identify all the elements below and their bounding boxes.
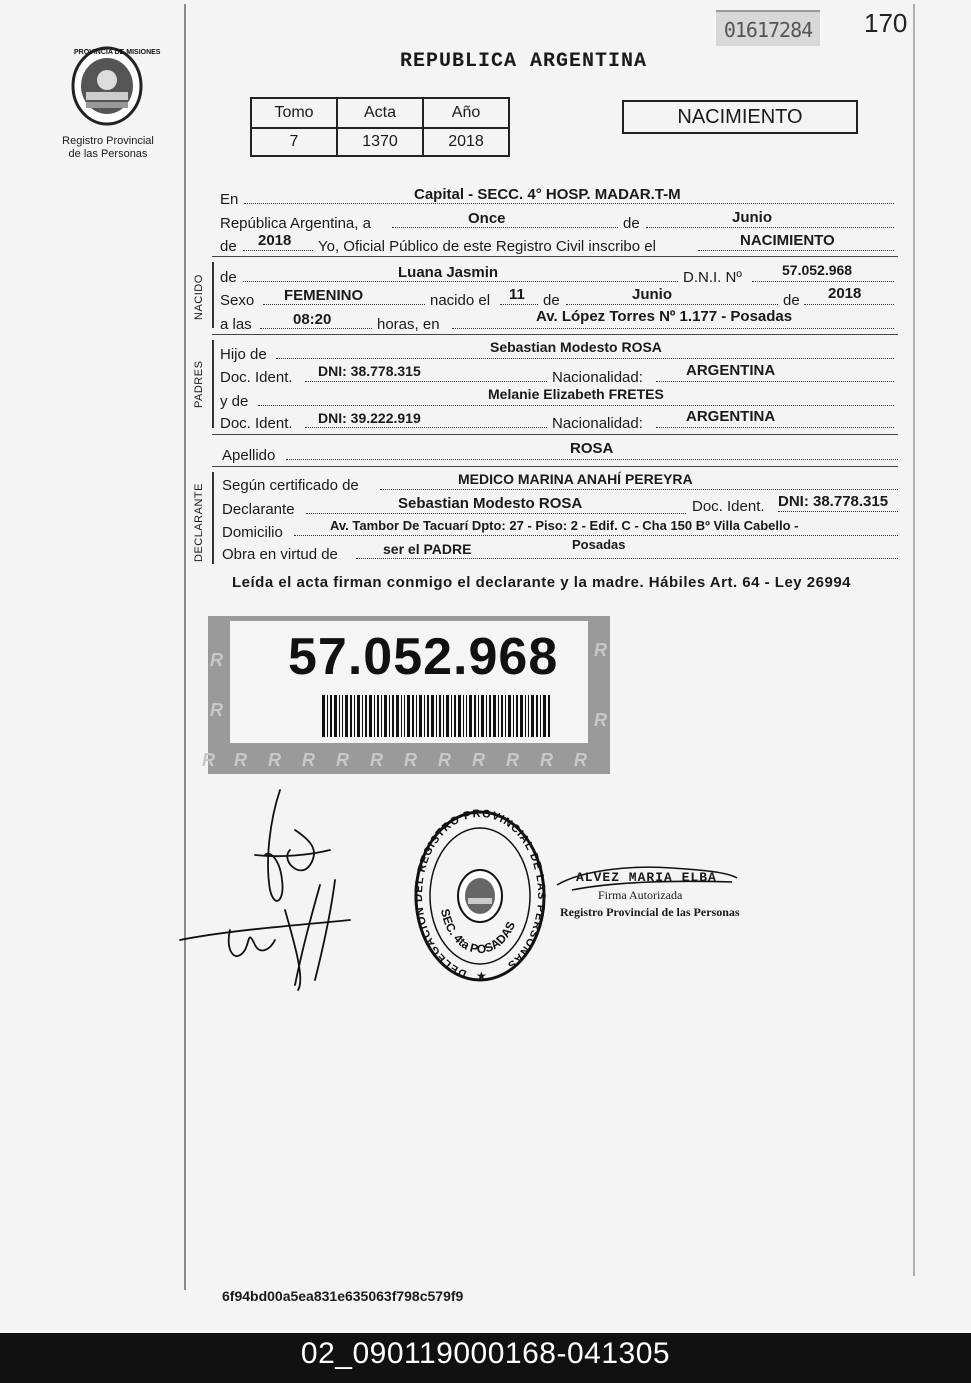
place-value: Capital - SECC. 4° HOSP. MADAR.T-M [414,186,681,203]
mother-doc-label: Doc. Ident. [220,415,293,432]
table-value-acta: 1370 [337,128,423,156]
declarante-label: Declarante [222,501,295,518]
svg-text:R: R [594,710,607,730]
section-bar [212,340,214,428]
dni-label: D.N.I. Nº [683,269,742,286]
child-name-value: Luana Jasmin [398,264,499,281]
dotted-line [656,381,894,382]
table-header-tomo: Tomo [251,98,337,128]
svg-text:R: R [210,700,223,720]
dotted-line [305,427,547,428]
horas-label: horas, en [377,316,440,333]
signer-name: ALVEZ MARIA ELBA [576,870,717,885]
svg-text:R: R [234,750,247,770]
dotted-line [244,203,894,204]
birth-time-value: 08:20 [293,311,332,328]
apellido-label: Apellido [222,447,276,464]
sexo-value: FEMENINO [284,287,364,304]
dni-card-inner [230,621,588,743]
svg-text:R: R [540,750,553,770]
child-dni-value: 57.052.968 [782,262,853,278]
record-kind-value: NACIMIENTO [740,232,835,249]
obra-value: ser el PADRE [383,541,472,557]
dotted-line [243,250,313,251]
dotted-line [263,304,425,305]
birth-year-value: 2018 [828,285,862,302]
right-margin-line [913,4,915,1276]
declarante-name-value: Sebastian Modesto ROSA [398,495,583,512]
signer-role: Firma Autorizada [598,888,683,902]
hijo-de-label: Hijo de [220,346,267,363]
father-nationality-label: Nacionalidad: [552,369,643,386]
org-line-2: de las Personas [68,148,148,160]
svg-text:R: R [438,750,451,770]
domicilio-label: Domicilio [222,524,283,541]
svg-text:R: R [404,750,417,770]
dotted-line [260,328,372,329]
declarante-doc-value: DNI: 38.778.315 [778,493,889,510]
father-nationality-value: ARGENTINA [686,362,776,379]
y-de-label: y de [220,393,249,410]
star-icon: ★ [476,969,487,983]
mother-nationality-value: ARGENTINA [686,408,776,425]
dotted-line [294,535,898,536]
father-name-value: Sebastian Modesto ROSA [490,339,662,355]
certificado-label: Según certificado de [222,477,359,494]
officer-text: Yo, Oficial Público de este Registro Civil inscribo el [318,238,656,255]
sexo-label: Sexo [220,292,255,309]
de-label: de [623,215,640,232]
record-type-box: NACIMIENTO [622,100,858,134]
domicilio-line-1: Av. Tambor De Tacuarí Dpto: 27 - Piso: 2 - Edif. C - Cha 150 Bº Villa Cabello - [330,518,799,533]
certificado-value: MEDICO MARINA ANAHÍ PEREYRA [458,471,693,487]
declarante-doc-label: Doc. Ident. [692,498,765,515]
dotted-line [646,227,894,228]
year-prefix-label: de [220,238,237,255]
nacido-el-label: nacido el [430,292,491,309]
province-crest-logo [66,40,161,130]
dotted-line [566,304,778,305]
dotted-line [656,427,894,428]
barcode [322,695,550,737]
dni-number-card [202,616,610,774]
day-word-value: Once [468,210,506,227]
org-label [48,135,168,161]
dotted-line [778,511,898,512]
svg-text:R: R [302,750,315,770]
mother-name-value: Melanie Elizabeth FRETES [488,386,664,402]
en-label: En [220,191,239,208]
table-header-anio: Año [423,98,509,128]
closing-text: Leída el acta firman conmigo el declarante y la madre. Hábiles Art. 64 - Ley 26994 [232,574,852,591]
mother-nationality-label: Nacionalidad: [552,415,643,432]
dotted-line [276,358,894,359]
document-hash: 6f94bd00a5ea831e635063f798c579f9 [222,1288,464,1304]
registry-table [250,97,510,157]
domicilio-line-2: Posadas [572,537,626,552]
birth-address-value: Av. López Torres Nº 1.177 - Posadas [536,308,793,325]
declarante-section-label: DECLARANTE [193,483,205,562]
dotted-line [392,227,618,228]
country-title: REPUBLICA ARGENTINA [400,50,648,73]
section-bar [212,262,214,328]
official-stamp [410,808,550,988]
stamp-outer-text: DELEGACION DEL REGISTRO PROVINCIAL DE LAS PERSONAS [412,808,548,980]
dotted-line [356,558,898,559]
dotted-line [698,250,894,251]
stamp-inner-text: SEC. 4ta POSADAS [437,907,519,957]
svg-text:R: R [472,750,485,770]
handwritten-signature-declarante [170,780,360,1000]
padres-section-label: PADRES [193,360,205,408]
svg-text:R: R [574,750,587,770]
dni-card-number: 57.052.968 [288,628,559,686]
serial-number: 01617284 [716,10,820,46]
month-value: Junio [732,209,772,226]
dotted-line [380,489,898,490]
table-header-acta: Acta [337,98,423,128]
a-las-label: a las [220,316,252,333]
section-divider [212,256,898,257]
dotted-line [305,381,547,382]
republica-label: República Argentina, a [220,215,371,232]
section-divider [212,466,898,467]
dotted-line [286,459,898,460]
birth-de-label-2: de [783,292,800,309]
svg-text:R: R [506,750,519,770]
dotted-line [258,405,894,406]
svg-text:R: R [268,750,281,770]
footer-code: 02_090119000168-041305 [300,1337,671,1370]
svg-text:R: R [370,750,383,770]
obra-label: Obra en virtud de [222,546,338,563]
svg-text:R: R [202,750,215,770]
nacido-section-label: NACIDO [193,274,205,320]
birth-de-label: de [543,292,560,309]
birth-month-value: Junio [632,286,672,303]
org-line-1: Registro Provincial [62,135,154,147]
year-value: 2018 [258,232,292,249]
mother-doc-value: DNI: 39.222.919 [318,410,421,426]
table-value-anio: 2018 [423,128,509,156]
dotted-line [500,304,538,305]
page-number: 170 [864,8,908,38]
signer-org: Registro Provincial de las Personas [560,905,740,919]
dotted-line [452,328,894,329]
birth-day-value: 11 [509,286,525,303]
father-doc-value: DNI: 38.778.315 [318,363,421,379]
dotted-line [752,281,894,282]
apellido-value: ROSA [570,440,614,457]
dotted-line [243,281,678,282]
section-divider [212,434,898,435]
svg-text:R: R [336,750,349,770]
left-margin-line [184,4,186,1290]
dotted-line [804,304,894,305]
svg-text:R: R [210,650,223,670]
section-bar [212,472,214,564]
section-divider [212,334,898,335]
table-value-tomo: 7 [251,128,337,156]
father-doc-label: Doc. Ident. [220,369,293,386]
dotted-line [306,513,686,514]
logo-text: PROVINCIA DE MISIONES [74,49,161,56]
nacido-de-label: de [220,269,237,286]
svg-text:R: R [594,640,607,660]
